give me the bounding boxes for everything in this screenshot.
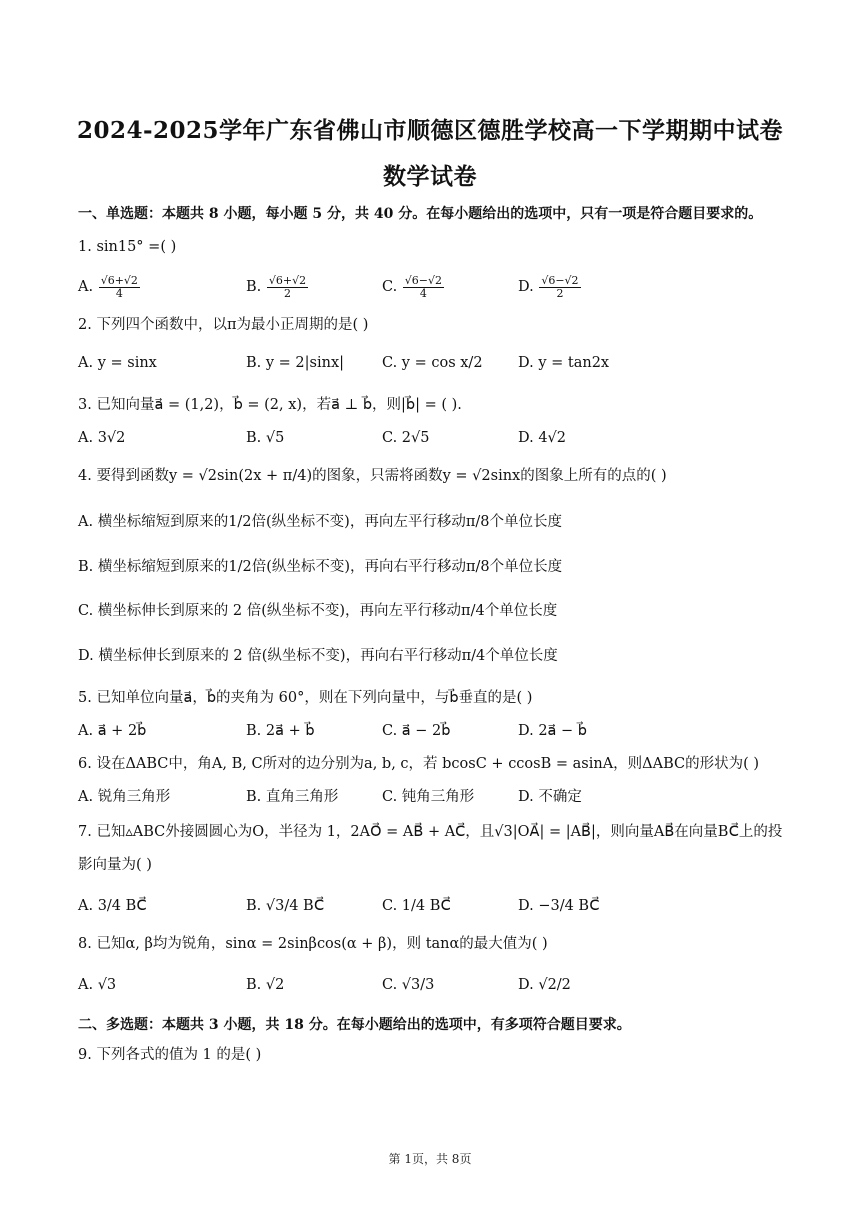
exam-title: 2024-2025学年广东省佛山市顺德区德胜学校高一下学期期中试卷 bbox=[76, 117, 784, 144]
option-a: A. a⃗ + 2b⃗ bbox=[78, 723, 147, 739]
option-b: B. y = 2|sinx| bbox=[246, 355, 345, 371]
question-7-stem-line-1: 7. 已知▵ABC外接圆圆心为O，半径为 1，2AO⃗ = AB⃗ + AC⃗，且√3|OA⃗| = |AB⃗|，则向量AB⃗在向量BC⃗上的投 bbox=[78, 824, 783, 840]
option-b: B. √3/4 BC⃗ bbox=[246, 898, 325, 914]
option-a: A. 3/4 BC⃗ bbox=[78, 898, 147, 914]
option-c: C. 1/4 BC⃗ bbox=[382, 898, 451, 914]
question-6-options bbox=[0, 782, 860, 812]
question-4-stem: 4. 要得到函数y = √2sin(2x + π/4)的图象，只需将函数y = √2sinx的图象上所有的点的( ) bbox=[78, 468, 667, 484]
question-8-options bbox=[0, 970, 860, 1000]
question-8-stem: 8. 已知α, β均为锐角，sinα = 2sinβcos(α + β)，则 tanα的最大值为( ) bbox=[78, 936, 548, 952]
option-d: D. 2a⃗ − b⃗ bbox=[518, 723, 588, 739]
section-multiple-choice: 二、多选题：本题共 3 小题，共 18 分。在每小题给出的选项中，有多项符合题目要求。 bbox=[78, 1017, 631, 1033]
question-7-options bbox=[0, 891, 860, 921]
option-d: D. √2/2 bbox=[518, 977, 571, 993]
option-c: C. a⃗ − 2b⃗ bbox=[382, 723, 451, 739]
question-4-option-b: B. 横坐标缩短到原来的1/2倍(纵坐标不变)，再向右平行移动π/8个单位长度 bbox=[78, 559, 563, 575]
option-c: C. 2√5 bbox=[382, 430, 430, 446]
question-1-options bbox=[0, 272, 860, 302]
question-7-stem-line-2: 影向量为( ) bbox=[78, 857, 152, 873]
option-c: C. y = cos x/2 bbox=[382, 355, 483, 371]
option-b: B. √5 bbox=[246, 430, 285, 446]
page-footer: 第 1页，共 8页 bbox=[388, 1152, 472, 1166]
option-b: B. 直角三角形 bbox=[246, 789, 339, 805]
option-a: A. 3√2 bbox=[78, 430, 126, 446]
option-c: C. 钝角三角形 bbox=[382, 789, 475, 805]
option-d: D. $\frac{√6-√2}{2}$ bbox=[518, 273, 579, 300]
option-a: A. 锐角三角形 bbox=[78, 789, 171, 805]
question-3-options bbox=[0, 423, 860, 453]
option-d: D. −3/4 BC⃗ bbox=[518, 898, 600, 914]
option-d: D. 不确定 bbox=[518, 789, 582, 805]
option-a: A. √3 bbox=[78, 977, 117, 993]
question-5-stem: 5. 已知单位向量a⃗，b⃗的夹角为 60°，则在下列向量中，与b⃗垂直的是( ) bbox=[78, 690, 533, 706]
question-2-options bbox=[0, 348, 860, 378]
option-b: B. 2a⃗ + b⃗ bbox=[246, 723, 315, 739]
question-1-stem: 1. sin15° =( ) bbox=[78, 239, 177, 255]
question-4-option-d: D. 横坐标伸长到原来的 2 倍(纵坐标不变)，再向右平行移动π/4个单位长度 bbox=[78, 648, 558, 664]
option-a: A. $\frac{√6+√2}{4}$ bbox=[78, 273, 138, 300]
exam-subtitle: 数学试卷 bbox=[383, 163, 477, 190]
option-c: C. $\frac{√6-√2}{4}$ bbox=[382, 273, 443, 300]
question-5-options bbox=[0, 716, 860, 746]
option-c: C. √3/3 bbox=[382, 977, 435, 993]
question-4-option-c: C. 横坐标伸长到原来的 2 倍(纵坐标不变)，再向左平行移动π/4个单位长度 bbox=[78, 603, 558, 619]
question-3-stem: 3. 已知向量a⃗ = (1,2)，b⃗ = (2, x)，若a⃗ ⊥ b⃗，则|b⃗| = ( ). bbox=[78, 397, 462, 413]
option-d: D. 4√2 bbox=[518, 430, 567, 446]
question-9-stem: 9. 下列各式的值为 1 的是( ) bbox=[78, 1047, 262, 1063]
option-b: B. √2 bbox=[246, 977, 285, 993]
option-a: A. y = sinx bbox=[78, 355, 157, 371]
option-b: B. $\frac{√6+√2}{2}$ bbox=[246, 273, 307, 300]
question-4-option-a: A. 横坐标缩短到原来的1/2倍(纵坐标不变)，再向左平行移动π/8个单位长度 bbox=[78, 514, 562, 530]
section-single-choice: 一、单选题：本题共 8 小题，每小题 5 分，共 40 分。在每小题给出的选项中，只有一项是符合题目要求的。 bbox=[78, 206, 763, 222]
question-2-stem: 2. 下列四个函数中，以π为最小正周期的是( ) bbox=[78, 317, 369, 333]
question-6-stem: 6. 设在ΔABC中，角A, B, C所对的边分别为a, b, c，若 bcosC + ccosB = asinA，则ΔABC的形状为( ) bbox=[78, 756, 760, 772]
option-d: D. y = tan2x bbox=[518, 355, 610, 371]
